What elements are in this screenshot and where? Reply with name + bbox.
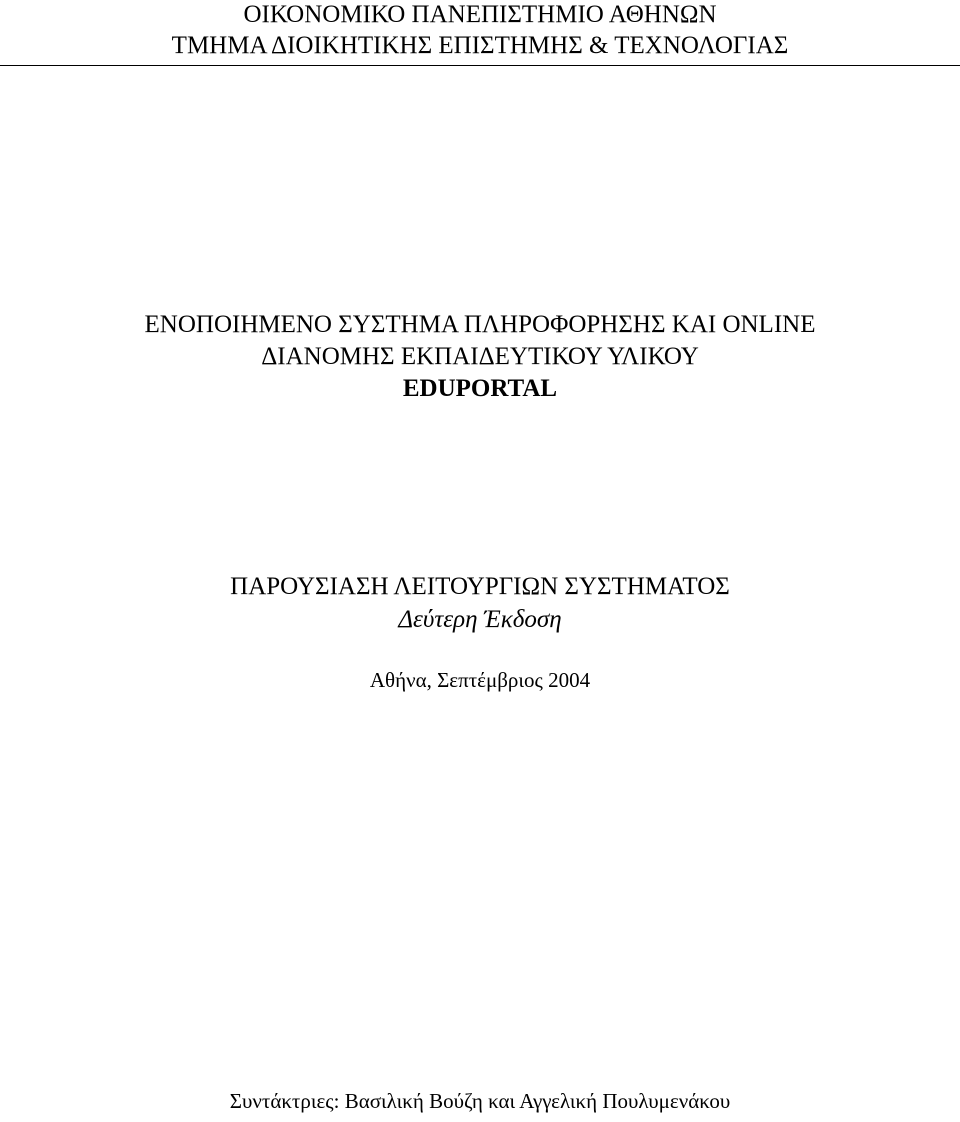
university-name: ΟΙΚΟΝΟΜΙΚΟ ΠΑΝΕΠΙΣΤΗΜΙΟ ΑΘΗΝΩΝ bbox=[243, 1, 717, 28]
date-line: Αθήνα, Σεπτέμβριος 2004 bbox=[369, 668, 591, 692]
title-line-2: ΔΙΑΝΟΜΗΣ ΕΚΠΑΙΔΕΥΤΙΚΟΥ ΥΛΙΚΟΥ bbox=[261, 343, 699, 370]
edition-label: Δεύτερη Έκδοση bbox=[398, 606, 562, 633]
authors-line: Συντάκτριες: Βασιλική Βούζη και Αγγελική Πουλυμενάκου bbox=[229, 1089, 731, 1113]
system-name: EDUPORTAL bbox=[402, 375, 558, 402]
header-divider bbox=[0, 65, 960, 66]
title-line-1: ΕΝΟΠΟΙΗΜΕΝΟ ΣΥΣΤΗΜΑ ΠΛΗΡΟΦΟΡΗΣΗΣ ΚΑΙ ONLINE bbox=[144, 311, 816, 338]
presentation-heading: ΠΑΡΟΥΣΙΑΣΗ ΛΕΙΤΟΥΡΓΙΩΝ ΣΥΣΤΗΜΑΤΟΣ bbox=[230, 573, 730, 600]
department-name: ΤΜΗΜΑ ΔΙΟΙΚΗΤΙΚΗΣ ΕΠΙΣΤΗΜΗΣ & ΤΕΧΝΟΛΟΓΙΑΣ bbox=[171, 32, 789, 59]
